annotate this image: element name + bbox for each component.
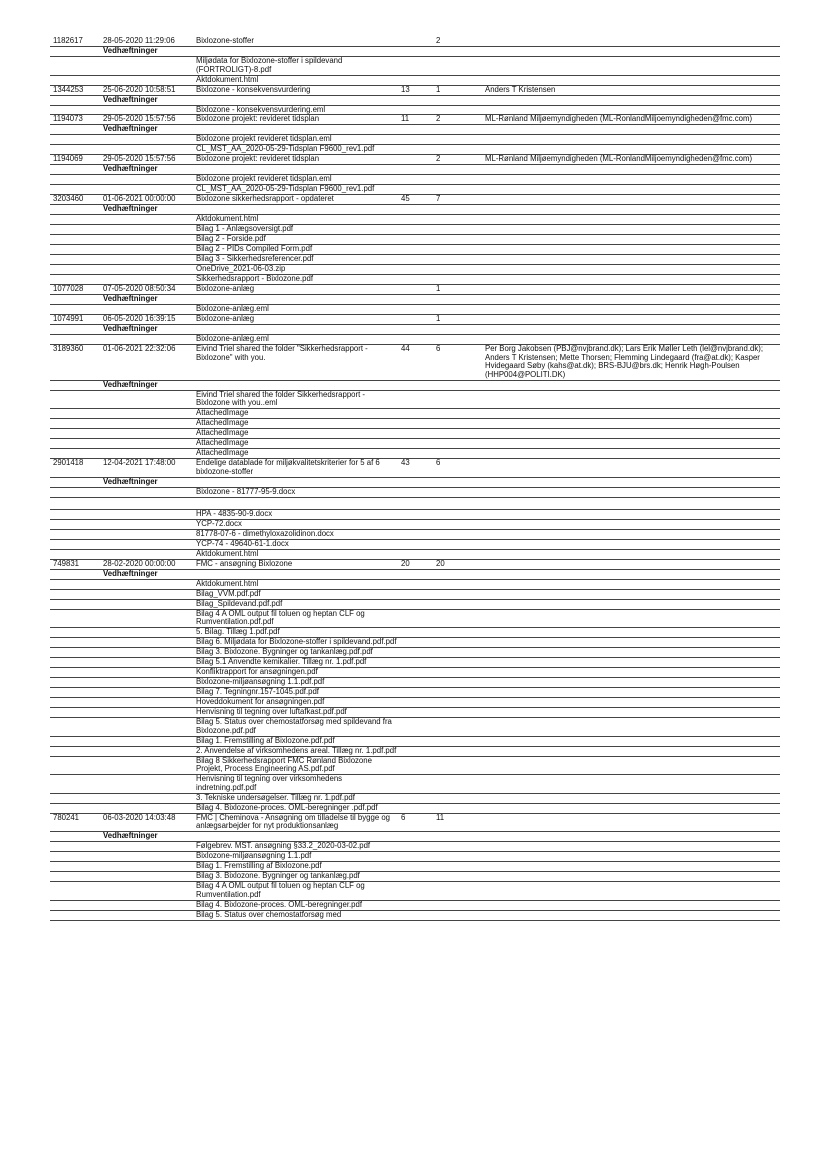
attachment-filename: 5. Bilag. Tillæg 1.pdf.pdf (196, 628, 280, 637)
document-id: 1344253 (53, 85, 84, 94)
document-pages: 11 (401, 115, 410, 124)
document-pages: 13 (401, 85, 410, 94)
attachment-row (50, 255, 780, 265)
attachment-row (50, 185, 780, 195)
attachment-filename: Bilag 5. Status over chemostatforsøg med (196, 910, 342, 919)
attachment-row (50, 540, 780, 550)
attachment-row (50, 265, 780, 275)
document-title: Bixlozone projekt: revideret tidsplan (196, 155, 320, 164)
document-row (50, 285, 780, 295)
attachment-filename: Bilag_VVM.pdf.pdf (196, 589, 261, 598)
attachment-row (50, 439, 780, 449)
document-recipients: Anders T Kristensen (485, 85, 556, 94)
attachment-row (50, 235, 780, 245)
document-date: 28-02-2020 00:00:00 (103, 559, 176, 568)
document-count: 2 (436, 37, 441, 45)
attachments-label: Vedhæftninger (103, 295, 158, 304)
attachments-header-row (50, 381, 780, 391)
document-log-table (50, 37, 780, 921)
document-title: Bixlozone - konsekvensvurdering (196, 85, 311, 94)
attachment-row (50, 842, 780, 852)
attachment-row (50, 245, 780, 255)
attachment-row (50, 804, 780, 814)
attachment-row (50, 852, 780, 862)
attachments-label: Vedhæftninger (103, 380, 158, 389)
attachment-filename: Bixlozone-miljøansøgning 1.1.pdf.pdf (196, 678, 325, 687)
document-title: FMC - ansøgning Bixlozone (196, 559, 293, 568)
document-date: 06-05-2020 16:39:15 (103, 315, 176, 324)
attachment-row (50, 872, 780, 882)
attachment-filename: Bixlozone projekt revideret tidsplan.eml (196, 175, 332, 184)
attachments-header-row (50, 47, 780, 57)
document-count: 20 (436, 559, 445, 568)
document-date: 01-06-2021 00:00:00 (103, 195, 176, 204)
attachment-filename: Bilag 4 A OML output fil toluen og heptan CLF og Rumventilation.pdf (196, 882, 365, 899)
document-row (50, 37, 780, 47)
attachment-filename: Henvisning til tegning over luftafkast.pdf.pdf (196, 708, 347, 717)
attachment-filename: AttachedImage (196, 419, 249, 428)
attachment-filename: Bilag 5. Status over chemostatforsøg med spildevand fra Bixlozone.pdf.pdf (196, 718, 392, 735)
attachment-row (50, 775, 780, 794)
document-title: FMC | Cheminova - Ansøgning om tilladelse til bygge og anlægsarbejder for nyt produktionsanlæg (196, 813, 391, 831)
attachment-row (50, 911, 780, 921)
attachment-filename: Aktdokument.html (196, 549, 259, 558)
attachment-row (50, 106, 780, 116)
document-date: 28-05-2020 11:29:06 (103, 37, 175, 45)
document-date: 01-06-2021 22:32:06 (103, 345, 176, 354)
attachment-filename: Bixlozone - konsekvensvurdering.eml (196, 105, 326, 114)
document-row (50, 814, 780, 833)
attachment-row (50, 429, 780, 439)
document-id: 749831 (53, 559, 80, 568)
attachments-label: Vedhæftninger (103, 325, 158, 334)
attachment-filename: 81778-07-6 - dimethyloxazolidinon.docx (196, 529, 334, 538)
document-count: 1 (436, 285, 441, 294)
attachment-row (50, 449, 780, 459)
attachment-filename: Bilag_Spildevand.pdf.pdf (196, 599, 283, 608)
attachment-filename: YCP-72.docx (196, 519, 242, 528)
attachment-row (50, 498, 780, 510)
attachment-filename: AttachedImage (196, 439, 249, 448)
document-date: 29-05-2020 15:57:56 (103, 115, 176, 124)
document-count: 6 (436, 459, 441, 468)
attachment-row (50, 175, 780, 185)
document-pages: 20 (401, 559, 410, 568)
document-count: 2 (436, 155, 441, 164)
attachment-filename: Eivind Triel shared the folder Sikkerhedsrapport - Bixlozone with you..eml (196, 390, 366, 408)
document-count: 7 (436, 195, 441, 204)
attachment-row (50, 225, 780, 235)
attachment-filename: Miljødata for Bixlozone-stoffer i spildevand (FORTROLIGT)-8.pdf (196, 56, 343, 74)
attachment-row (50, 901, 780, 911)
document-row (50, 115, 780, 125)
document-row (50, 459, 780, 478)
attachment-row (50, 510, 780, 520)
attachment-filename: Bilag 3 - Sikkerhedsreferencer.pdf (196, 255, 314, 264)
attachment-row (50, 658, 780, 668)
document-pages: 43 (401, 459, 410, 468)
attachment-row (50, 530, 780, 540)
document-recipients: ML-Rønland Miljøemyndigheden (ML-RonlandMiljoemyndigheden@fmc.com) (485, 155, 753, 164)
attachment-filename: Aktdokument.html (196, 579, 259, 588)
attachment-filename: Bilag 3. Bixlozone. Bygninger og tankanlæg.pdf.pdf (196, 648, 373, 657)
attachment-filename: Bilag 7. Tegningnr.157-1045.pdf.pdf (196, 688, 319, 697)
attachments-header-row (50, 165, 780, 175)
attachment-filename: Bilag 3. Bixlozone. Bygninger og tankanlæg.pdf (196, 872, 360, 881)
document-title: Bixlozone projekt: revideret tidsplan (196, 115, 320, 124)
attachment-filename: CL_MST_AA_2020-05-29-Tidsplan F9600_rev1.pdf (196, 185, 375, 194)
attachments-header-row (50, 570, 780, 580)
document-id: 780241 (53, 813, 80, 822)
attachment-filename: Aktdokument.html (196, 215, 259, 224)
document-row (50, 86, 780, 96)
attachment-row (50, 275, 780, 285)
attachment-row (50, 737, 780, 747)
document-count: 1 (436, 85, 441, 94)
document-pages: 44 (401, 345, 410, 354)
document-id: 3189360 (53, 345, 84, 354)
attachment-filename: Følgebrev. MST. ansøgning §33.2_2020-03-02.pdf (196, 842, 371, 851)
attachment-row (50, 628, 780, 638)
attachment-row (50, 757, 780, 776)
document-title: Bixlozone sikkerhedsrapport - opdateret (196, 195, 334, 204)
attachments-header-row (50, 478, 780, 488)
document-id: 1182617 (53, 37, 83, 45)
document-id: 1074991 (53, 315, 84, 324)
document-count: 2 (436, 115, 441, 124)
attachment-filename: HPA - 4835-90-9.docx (196, 509, 273, 518)
attachment-row (50, 409, 780, 419)
attachment-row (50, 648, 780, 658)
attachments-label: Vedhæftninger (103, 125, 158, 134)
attachment-row (50, 862, 780, 872)
document-title: Eivind Triel shared the folder "Sikkerhedsrapport - Bixlozone" with you. (196, 345, 368, 362)
attachments-label: Vedhæftninger (103, 477, 158, 486)
document-date: 12-04-2021 17:48:00 (103, 459, 176, 468)
document-row (50, 315, 780, 325)
document-row (50, 345, 780, 381)
document-id: 2901418 (53, 459, 84, 468)
document-date: 29-05-2020 15:57:56 (103, 155, 176, 164)
attachments-header-row (50, 832, 780, 842)
attachment-row (50, 610, 780, 629)
attachment-filename: AttachedImage (196, 449, 249, 458)
attachment-filename: OneDrive_2021-06-03.zip (196, 265, 286, 274)
attachment-filename: Bilag 2 - Forside.pdf (196, 235, 266, 244)
attachment-row (50, 335, 780, 345)
attachment-filename: Bilag 1. Fremstilling af Bixlozone.pdf.pdf (196, 736, 335, 745)
attachment-row (50, 708, 780, 718)
attachment-filename: Bilag 4 A OML output fil toluen og heptan CLF og Rumventilation.pdf.pdf (196, 609, 365, 627)
attachments-header-row (50, 295, 780, 305)
document-row (50, 560, 780, 570)
attachment-row (50, 688, 780, 698)
document-title: Endelige datablade for miljøkvalitetskriterier for 5 af 6 bixlozone-stoffer (196, 459, 380, 476)
attachment-filename: Bilag 1 - Anlægsoversigt.pdf (196, 225, 294, 234)
document-id: 3203460 (53, 195, 84, 204)
attachments-header-row (50, 205, 780, 215)
document-count: 1 (436, 315, 441, 324)
attachment-filename: CL_MST_AA_2020-05-29-Tidsplan F9600_rev1.pdf (196, 145, 375, 154)
attachment-row (50, 145, 780, 155)
attachment-row (50, 580, 780, 590)
attachment-row (50, 638, 780, 648)
attachment-row (50, 215, 780, 225)
attachment-row (50, 590, 780, 600)
attachment-filename: Bixlozone projekt revideret tidsplan.eml (196, 135, 332, 144)
attachment-filename: Bilag 2 - PIDs Compiled Form.pdf (196, 245, 313, 254)
attachments-label: Vedhæftninger (103, 46, 158, 55)
attachment-filename: YCP-74 - 49640-61-1.docx (196, 539, 289, 548)
attachment-row (50, 794, 780, 804)
attachment-filename: Hoveddokument for ansøgningen.pdf (196, 698, 325, 707)
document-date: 07-05-2020 08:50:34 (103, 285, 176, 294)
attachment-filename: Bixlozone-anlæg.eml (196, 335, 269, 344)
document-title: Bixlozone-anlæg (196, 315, 255, 324)
attachment-filename: Sikkerhedsrapport - Bixlozone.pdf (196, 275, 314, 284)
document-id: 1077028 (53, 285, 84, 294)
document-title: Bixlozone-stoffer (196, 37, 254, 45)
attachment-row (50, 698, 780, 708)
attachment-row (50, 57, 780, 76)
attachment-row (50, 550, 780, 560)
attachment-filename: Bixlozone-anlæg.eml (196, 305, 269, 314)
attachment-filename: AttachedImage (196, 429, 249, 438)
attachment-row (50, 747, 780, 757)
document-recipients: ML-Rønland Miljøemyndigheden (ML-RonlandMiljoemyndigheden@fmc.com) (485, 115, 753, 124)
document-count: 6 (436, 345, 441, 354)
attachments-label: Vedhæftninger (103, 832, 158, 841)
attachments-label: Vedhæftninger (103, 205, 158, 214)
attachment-filename: Bilag 5.1 Anvendte kemikalier. Tillæg nr. 1.pdf.pdf (196, 658, 367, 667)
document-title: Bixlozone-anlæg (196, 285, 255, 294)
document-count: 11 (436, 813, 445, 822)
document-id: 1194073 (53, 115, 83, 124)
attachments-label: Vedhæftninger (103, 165, 158, 174)
attachments-header-row (50, 325, 780, 335)
attachment-filename: Konfliktrapport for ansøgningen.pdf (196, 668, 318, 677)
attachment-row (50, 668, 780, 678)
attachment-filename: Bilag 1. Fremstilling af Bixlozone.pdf (196, 862, 322, 871)
attachment-filename: Bixlozone-miljøansøgning 1.1.pdf (196, 852, 312, 861)
attachments-label: Vedhæftninger (103, 569, 158, 578)
attachment-row (50, 76, 780, 86)
attachment-row (50, 135, 780, 145)
attachment-filename: Aktdokument.html (196, 75, 259, 84)
attachment-filename: AttachedImage (196, 409, 249, 418)
document-date: 25-06-2020 10:58:51 (103, 85, 176, 94)
attachments-header-row (50, 125, 780, 135)
document-row (50, 155, 780, 165)
document-id: 1194069 (53, 155, 83, 164)
document-pages: 45 (401, 195, 410, 204)
attachment-filename: Bilag 6. Miljødata for Bixlozone-stoffer i spildevand.pdf.pdf (196, 638, 397, 647)
attachment-filename: Bixlozone - 81777-95-9.docx (196, 487, 296, 496)
attachment-row (50, 718, 780, 737)
document-date: 06-03-2020 14:03:48 (103, 813, 176, 822)
attachment-row (50, 600, 780, 610)
document-row (50, 195, 780, 205)
attachment-row (50, 882, 780, 901)
attachment-filename: Henvisning til tegning over virksomhedens indretning.pdf.pdf (196, 775, 343, 792)
attachment-row (50, 391, 780, 410)
document-pages: 6 (401, 813, 406, 822)
attachments-label: Vedhæftninger (103, 95, 158, 104)
attachment-row (50, 488, 780, 498)
attachment-filename: Bilag 8 Sikkerhedsrapport FMC Rønland Bixlozone Projekt, Process Engineering AS.pdf.pdf (196, 756, 372, 774)
attachments-header-row (50, 96, 780, 106)
attachment-row (50, 520, 780, 530)
attachment-row (50, 305, 780, 315)
attachment-filename: 2. Anvendelse af virksomhedens areal. Tillæg nr. 1.pdf.pdf (196, 746, 397, 755)
attachment-row (50, 419, 780, 429)
attachment-row (50, 678, 780, 688)
attachment-filename: 3. Tekniske undersøgelser. Tillæg nr. 1.pdf.pdf (196, 793, 355, 802)
document-recipients: Per Borg Jakobsen (PBJ@nvjbrand.dk); Lars Erik Møller Leth (lel@nvjbrand.dk); Anders T Kristensen; Mette Thorsen; Flemming Lindegaard (fra@at.dk); Kasper Hvidegaard Søby (kahs@at.dk); BRS-BJU@brs.dk; Henrik Høgh-Poulsen (HHP004@POLITI.DK) (485, 345, 764, 379)
attachment-filename: Bilag 4. Bixlozone-proces. OML-beregninger .pdf.pdf (196, 803, 378, 812)
attachment-filename: Bilag 4. Bixlozone-proces. OML-beregninger.pdf (196, 900, 362, 909)
